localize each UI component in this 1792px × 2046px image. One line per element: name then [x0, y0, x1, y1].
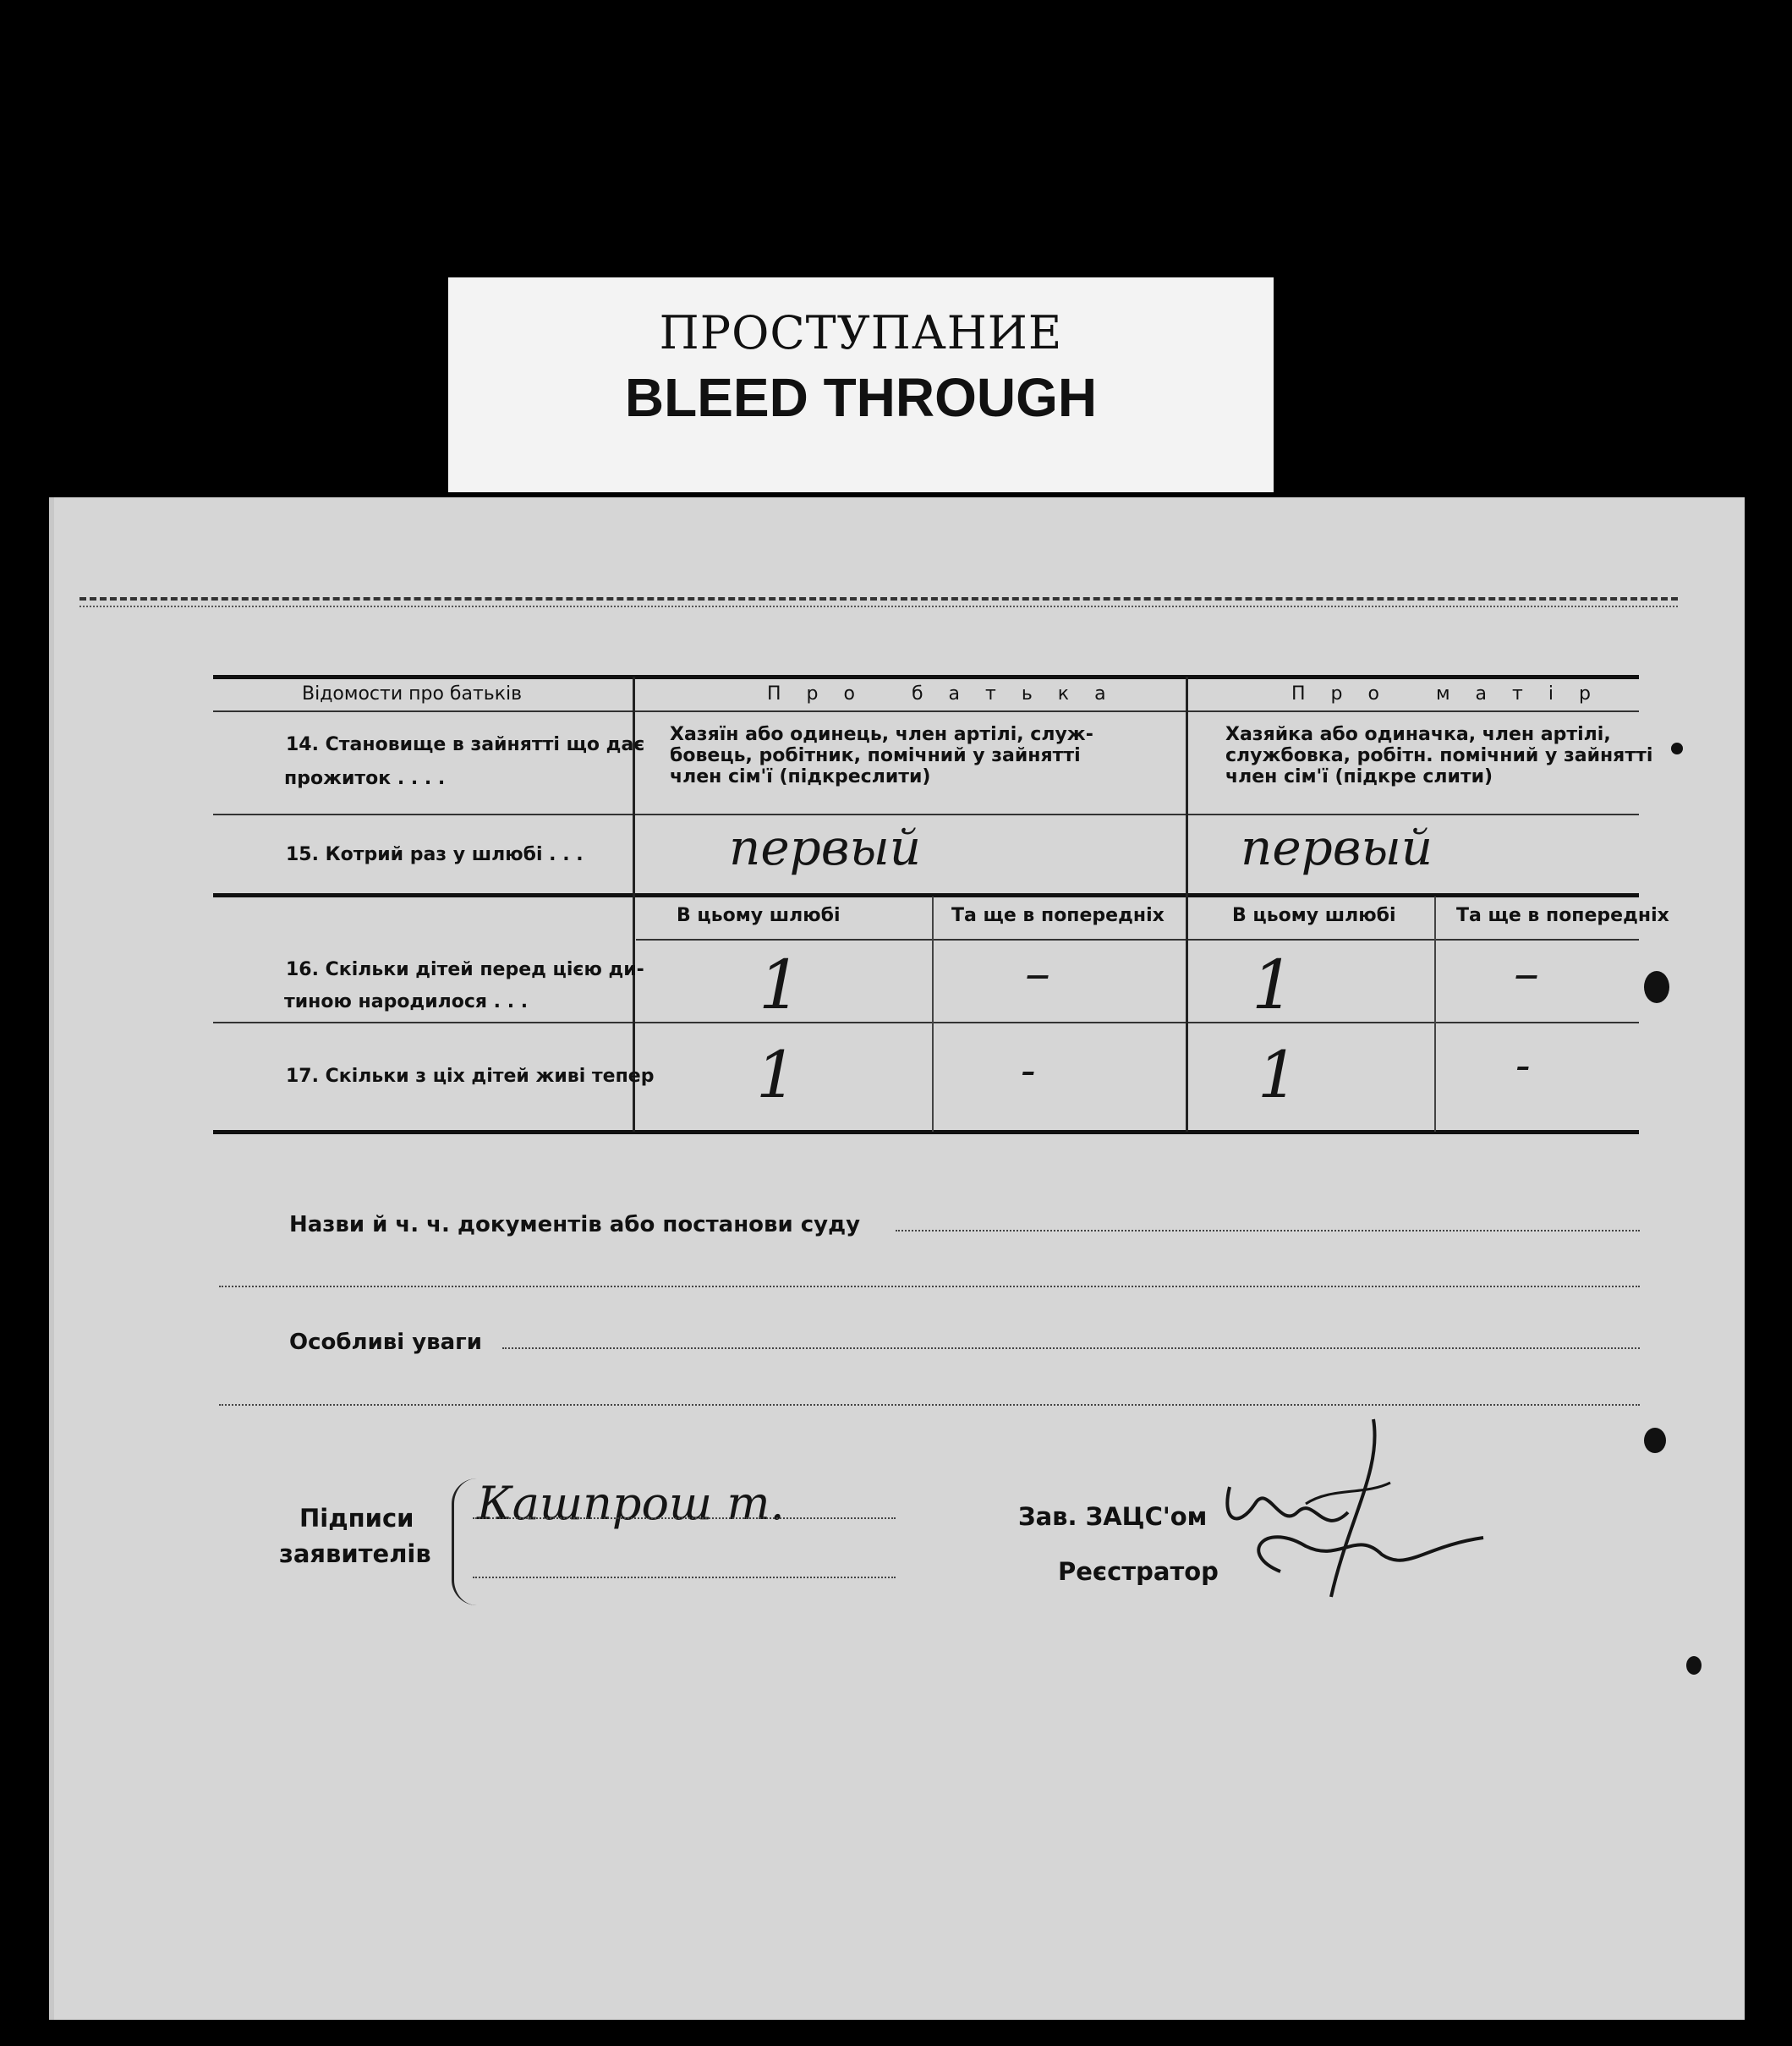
perforation-dots — [79, 606, 1678, 607]
header-mother: Про матір — [1291, 683, 1616, 705]
form-page — [49, 497, 1745, 2020]
row14-mother-line3: член сім'ї (підкре слити) — [1225, 766, 1493, 787]
stain — [1644, 971, 1669, 1003]
remarks-label: Особливі уваги — [289, 1330, 482, 1355]
header-father: Про батька — [767, 683, 1132, 705]
applicant-signature: Кашпрош т. — [477, 1477, 785, 1530]
row17-father-previous: - — [1021, 1045, 1036, 1096]
registrar-label: Реєстратор — [1058, 1557, 1219, 1586]
row14-father-line1: Хазяїн або одинець, член артілі, служ- — [670, 724, 1093, 745]
brace — [452, 1478, 480, 1605]
official-signatures — [1204, 1402, 1610, 1622]
applicants-label-line2: заявителів — [279, 1539, 431, 1568]
stain — [1644, 1428, 1666, 1453]
row15-father-value: первый — [729, 819, 922, 876]
subheader-father-this: В цьому шлюбі — [677, 905, 841, 926]
row14-mother-line1: Хазяйка або одиначка, член артілі, — [1225, 724, 1611, 745]
subheader-father-previous: Та ще в попередніх — [951, 905, 1165, 926]
row15-label: 15. Котрий раз у шлюбі . . . — [286, 844, 584, 865]
head-label: Зав. ЗАЦС'ом — [1018, 1502, 1208, 1531]
row16-mother-previous: – — [1514, 944, 1539, 1003]
label-english: BLEED THROUGH — [624, 367, 1098, 428]
row15-mother-value: первый — [1241, 819, 1433, 876]
row14-label-line1: 14. Становище в зайнятті що дає — [286, 734, 645, 755]
row14-mother-line2: службовка, робітн. помічний у зайнятті — [1225, 745, 1653, 766]
row14-label-line2: прожиток . . . . — [284, 768, 446, 789]
stain — [1671, 743, 1683, 754]
row14-father-line3: член сім'ї (підкреслити) — [670, 766, 931, 787]
row16-label-line1: 16. Скільки дітей перед цією ди- — [286, 959, 644, 980]
subheader-mother-this: В цьому шлюбі — [1232, 905, 1396, 926]
row17-label: 17. Скільки з ціх дітей живі тепер — [286, 1066, 655, 1087]
subheader-mother-previous: Та ще в попередніх — [1456, 905, 1669, 926]
stain — [1686, 1656, 1702, 1675]
header-parents-info: Відомости про батьків — [302, 683, 523, 705]
row17-mother-this: 1 — [1258, 1037, 1299, 1112]
row14-father-line2: бовець, робітник, помічний у зайнятті — [670, 745, 1081, 766]
row17-father-this: 1 — [756, 1037, 797, 1112]
documents-label: Назви й ч. ч. документів або постанови суду — [289, 1212, 861, 1237]
row16-label-line2: тиною народилося . . . — [284, 991, 529, 1012]
label-russian: ПРОСТУПАНИЕ — [659, 306, 1063, 359]
applicants-label-line1: Підписи — [299, 1504, 414, 1533]
row16-father-this: 1 — [759, 946, 802, 1024]
row17-mother-previous: - — [1515, 1040, 1531, 1091]
row16-mother-this: 1 — [1252, 946, 1295, 1024]
perforation-line — [79, 597, 1678, 601]
row16-father-previous: – — [1025, 944, 1050, 1003]
bleed-through-label — [448, 277, 1274, 492]
